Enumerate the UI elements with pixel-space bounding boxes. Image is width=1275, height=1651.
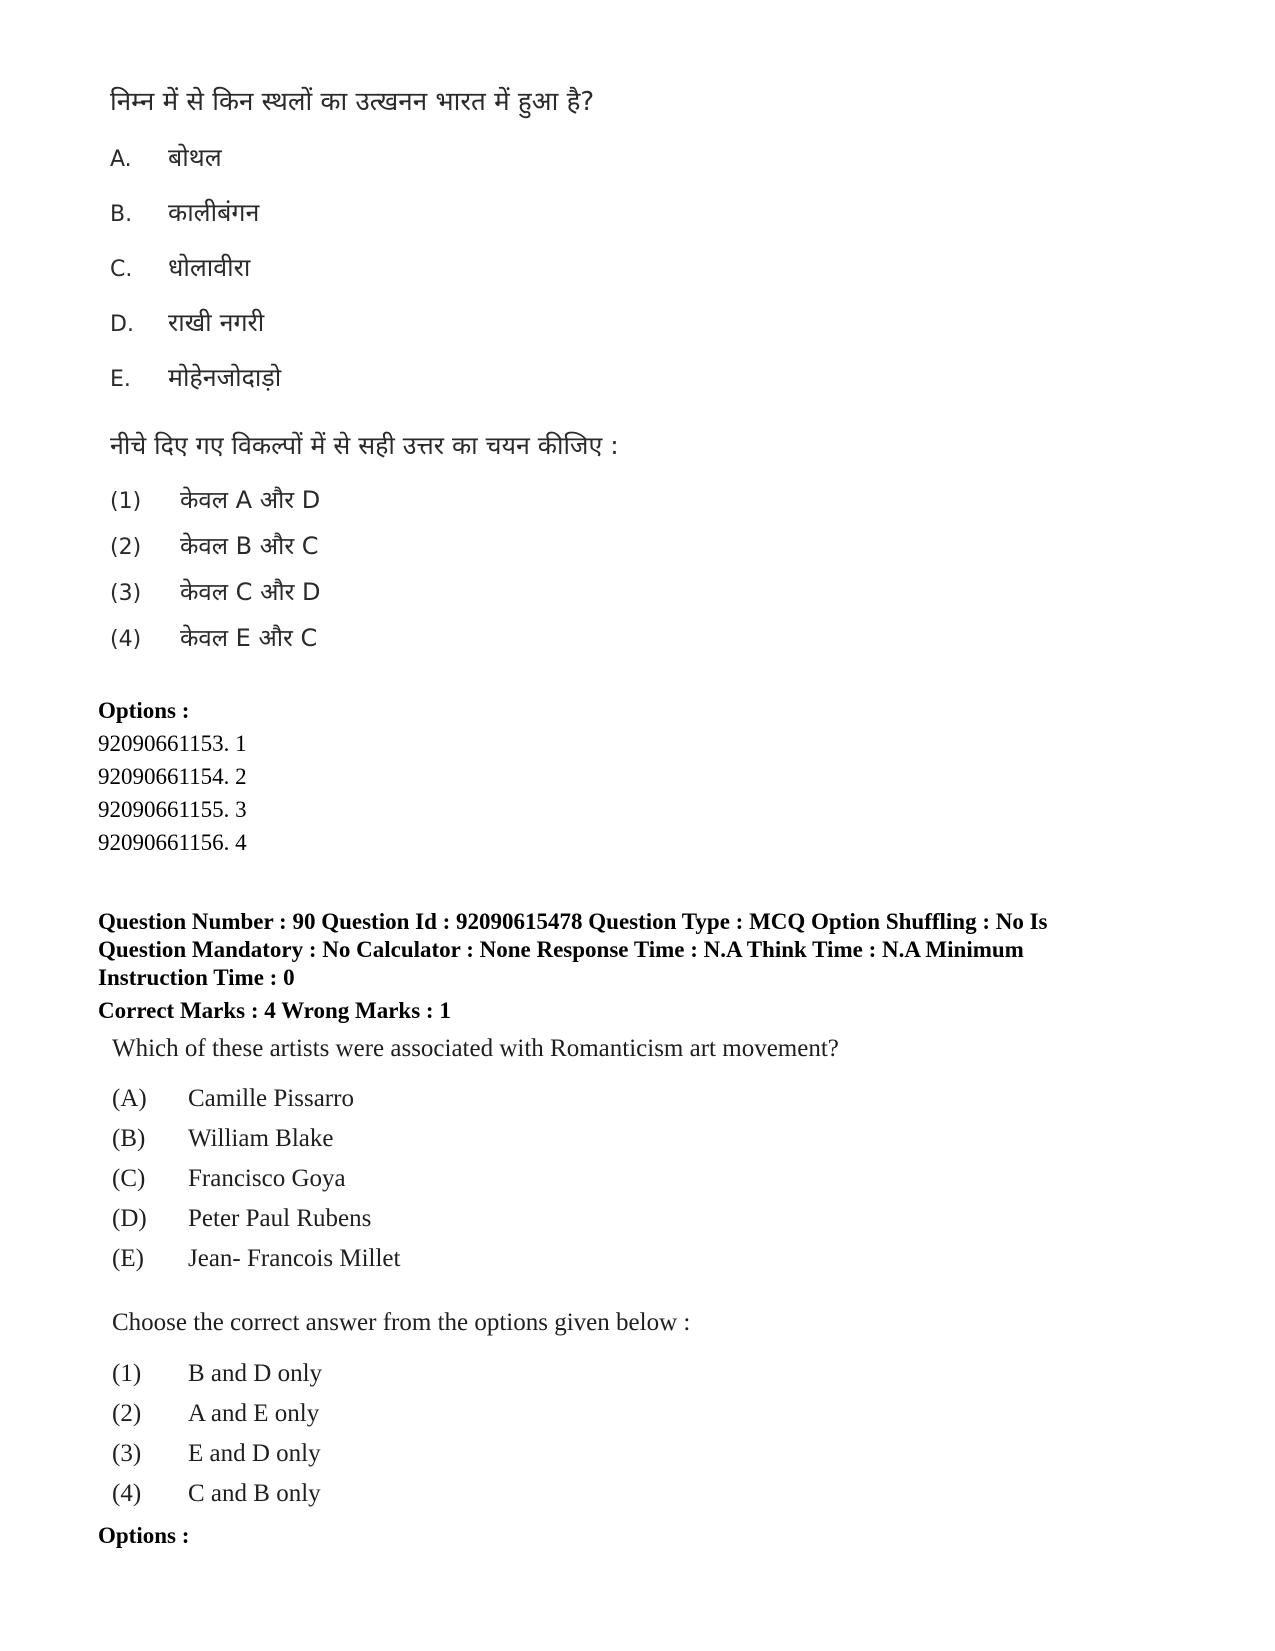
question-meta (98, 908, 1208, 992)
hindi-instruction: नीचे दिए गए विकल्पों में से सही उत्तर का चयन कीजिए : (110, 431, 619, 460)
item-label: A. (110, 147, 132, 172)
choice-label: (2) (110, 535, 142, 560)
hindi-item (110, 140, 222, 174)
choice-label: (3) (112, 1440, 142, 1467)
english-choice (112, 1400, 319, 1428)
choice-text: केवल E और C (180, 624, 318, 652)
options-title-2: Options : (98, 1523, 190, 1548)
choice-label: (1) (112, 1360, 142, 1387)
options-title: Options : (98, 698, 190, 723)
english-item (112, 1125, 333, 1153)
item-text: Francisco Goya (188, 1165, 346, 1192)
choice-label: (2) (112, 1400, 142, 1427)
hindi-item (110, 360, 281, 394)
option-line: 92090661155. 3 (98, 797, 247, 822)
item-text: Jean- Francois Millet (188, 1245, 401, 1272)
english-item (112, 1085, 354, 1113)
english-choice (112, 1440, 321, 1468)
english-item (112, 1165, 346, 1193)
choice-text: A and E only (188, 1400, 320, 1427)
item-label: (C) (112, 1165, 146, 1192)
choice-label: (4) (112, 1480, 142, 1507)
choice-label: (3) (110, 581, 142, 606)
item-text: Peter Paul Rubens (188, 1205, 372, 1232)
english-choice (112, 1480, 321, 1508)
item-text: कालीबंगन (168, 198, 260, 227)
item-label: (A) (112, 1085, 147, 1112)
item-label: (B) (112, 1125, 146, 1152)
item-text: बोथल (168, 143, 222, 172)
option-line: 92090661154. 2 (98, 764, 247, 789)
choice-label: (4) (110, 627, 142, 652)
meta-line: Instruction Time : 0 (98, 965, 295, 990)
option-line: 92090661153. 1 (98, 731, 247, 756)
choice-label: (1) (110, 489, 142, 514)
hindi-item (110, 250, 250, 284)
item-text: William Blake (188, 1125, 334, 1152)
item-label: D. (110, 312, 134, 337)
marks-info: Correct Marks : 4 Wrong Marks : 1 (98, 998, 451, 1023)
hindi-choice (110, 575, 321, 608)
choice-text: B and D only (188, 1360, 323, 1387)
item-label: (E) (112, 1245, 144, 1272)
choice-text: केवल A और D (180, 486, 321, 514)
option-line: 92090661156. 4 (98, 830, 247, 855)
hindi-choice (110, 621, 317, 654)
choice-text: केवल C और D (180, 578, 321, 606)
item-text: राखी नगरी (168, 308, 265, 337)
meta-line: Question Mandatory : No Calculator : None Response Time : N.A Think Time : N.A Minimum (98, 937, 1024, 962)
english-item (112, 1205, 371, 1233)
hindi-question-stem: निम्न में से किन स्थलों का उत्खनन भारत में हुआ है? (110, 87, 595, 117)
english-question-stem: Which of these artists were associated with Romanticism art movement? (112, 1035, 839, 1062)
item-text: धोलावीरा (168, 253, 251, 282)
english-item (112, 1245, 400, 1273)
hindi-item (110, 195, 259, 229)
meta-line: Question Number : 90 Question Id : 92090615478 Question Type : MCQ Option Shuffling : No Is (98, 909, 1048, 934)
english-choice (112, 1360, 322, 1388)
choice-text: E and D only (188, 1440, 321, 1467)
item-label: (D) (112, 1205, 147, 1232)
hindi-choice (110, 529, 319, 562)
item-text: Camille Pissarro (188, 1085, 354, 1112)
item-label: B. (110, 202, 133, 227)
hindi-choice (110, 483, 320, 516)
english-instruction: Choose the correct answer from the options given below : (112, 1309, 691, 1336)
item-label: C. (110, 257, 133, 282)
hindi-item (110, 305, 264, 339)
item-label: E. (110, 367, 131, 392)
item-text: मोहेनजोदाड़ो (168, 363, 282, 392)
choice-text: C and B only (188, 1480, 321, 1507)
choice-text: केवल B और C (180, 532, 319, 560)
